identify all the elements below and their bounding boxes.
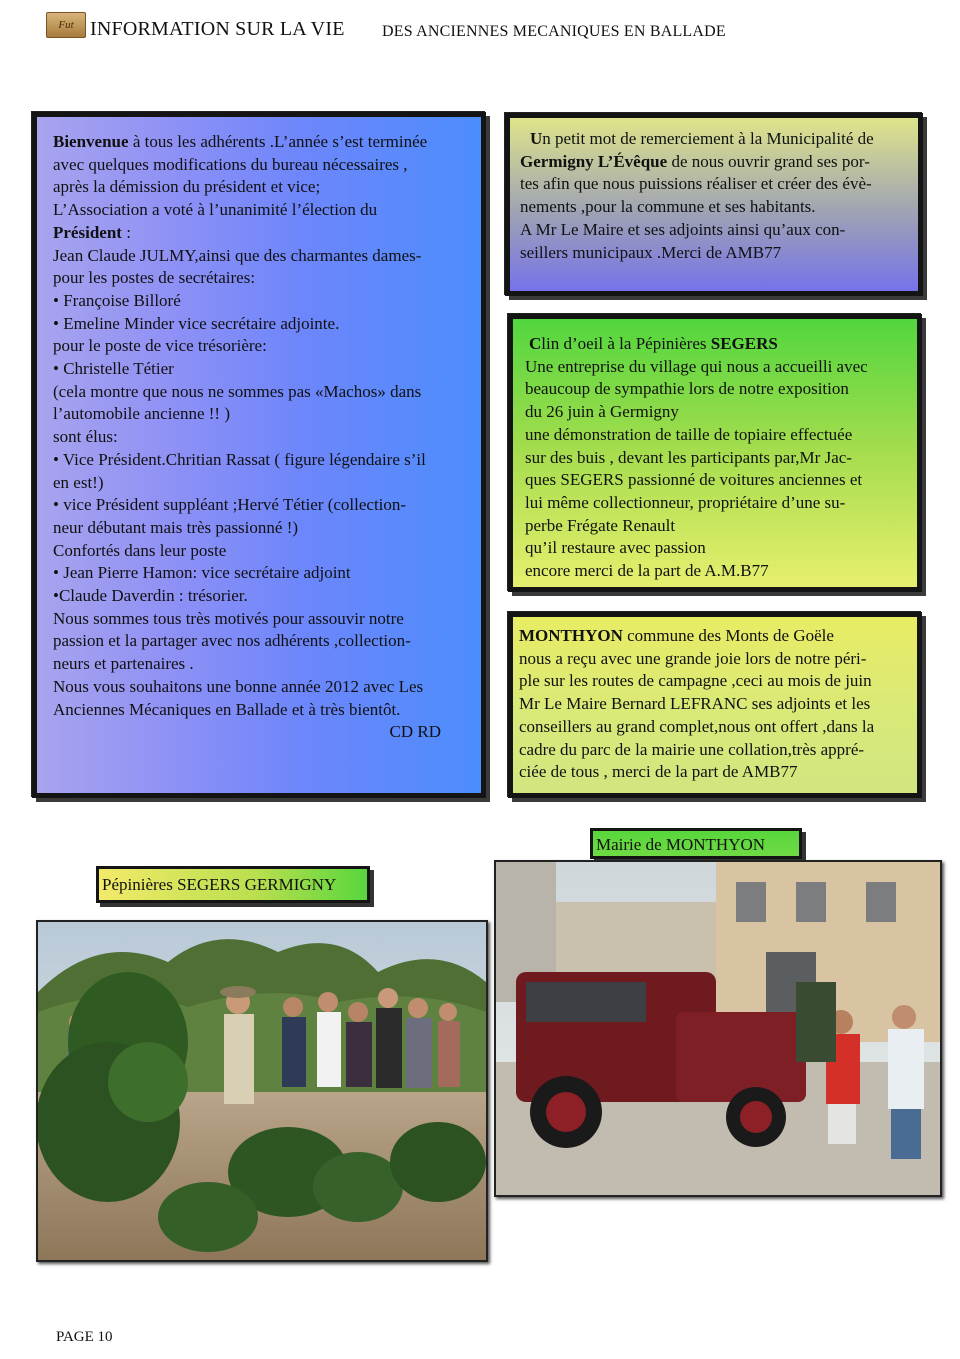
segers-segment: du 26 juin à Germigny (525, 402, 679, 422)
club-logo: Fut (46, 12, 86, 38)
welcome-line (53, 630, 465, 653)
monthyon-line (519, 693, 911, 716)
welcome-line (53, 199, 465, 222)
header-title: INFORMATION SUR LA VIE (90, 18, 345, 40)
monthyon-segment: Mr Le Maire Bernard LEFRANC ses adjoints et les (519, 694, 871, 714)
segers-box (508, 314, 922, 592)
welcome-line (53, 403, 465, 426)
welcome-line (53, 381, 465, 404)
welcome-line (53, 290, 465, 313)
segers-line (525, 356, 905, 379)
germigny-segment: seillers municipaux .Merci de AMB77 (520, 242, 782, 262)
welcome-segment: Anciennes Mécaniques en Ballade et à très bientôt. (53, 699, 401, 719)
monthyon-line (519, 670, 911, 693)
welcome-line (53, 335, 465, 358)
welcome-box (32, 112, 486, 798)
monthyon-line (519, 648, 911, 671)
segers-line (525, 424, 905, 447)
welcome-line (53, 222, 465, 245)
welcome-line (53, 676, 465, 699)
welcome-line (53, 585, 465, 608)
welcome-segment: Président (53, 222, 122, 242)
germigny-line (520, 242, 908, 265)
welcome-segment: L’Association a voté à l’unanimité l’élection du (53, 200, 378, 220)
germigny-segment: de nous ouvrir grand ses por- (667, 151, 870, 171)
germigny-segment: Germigny L’Évêque (520, 151, 668, 171)
germigny-segment: nements ,pour la commune et ses habitants. (520, 197, 816, 217)
welcome-line (53, 245, 465, 268)
monthyon-line (519, 625, 911, 648)
welcome-segment: • Emeline Minder vice secrétaire adjointe. (53, 313, 340, 333)
monthyon-segment: conseillers au grand complet,nous ont offert ,dans la (519, 716, 875, 736)
segers-line (525, 492, 905, 515)
segers-segment: perbe Frégate Renault (525, 515, 676, 535)
segers-line (525, 469, 905, 492)
segers-line (525, 378, 905, 401)
segers-segment: ques SEGERS passionné de voitures anciennes et (525, 470, 863, 490)
welcome-line (53, 358, 465, 381)
header-subtitle: DES ANCIENNES MECANIQUES EN BALLADE (382, 23, 726, 40)
monthyon-segment: MONTHYON (519, 626, 623, 645)
welcome-line (53, 426, 465, 449)
welcome-segment: Bienvenue (53, 132, 129, 151)
germigny-segment: A Mr Le Maire et ses adjoints ainsi qu’aux con- (520, 219, 846, 239)
monthyon-line (519, 716, 911, 739)
segers-segment: Une entreprise du village qui nous a accueilli avec (525, 356, 868, 376)
segers-line (525, 447, 905, 470)
welcome-segment: • vice Président suppléant ;Hervé Tétier (collection- (53, 495, 407, 515)
welcome-line (53, 449, 465, 472)
monthyon-segment: cadre du parc de la mairie une collation,très appré- (519, 739, 865, 759)
segers-segment: encore merci de la part de A.M.B77 (525, 561, 769, 581)
welcome-segment: passion et la partager avec nos adhérents ,collection- (53, 631, 411, 651)
segers-line (525, 333, 905, 356)
germigny-line (520, 151, 908, 174)
welcome-line (53, 517, 465, 540)
segers-line (525, 537, 905, 560)
welcome-segment: Confortés dans leur poste (53, 540, 227, 560)
welcome-line (53, 472, 465, 495)
segers-line (525, 560, 905, 583)
welcome-segment: •Claude Daverdin : trésorier. (53, 586, 248, 606)
welcome-segment: Nous vous souhaitons une bonne année 2012 avec Les (53, 676, 424, 696)
welcome-segment: • Vice Président.Chritian Rassat ( figure légendaire s’il (53, 449, 426, 469)
monthyon-segment: ciée de tous , merci de la part de AMB77 (519, 762, 798, 782)
monthyon-segment: ple sur les routes de campagne ,ceci au mois de juin (519, 671, 872, 691)
segers-segment: une démonstration de taille de topiaire effectuée (525, 424, 853, 444)
welcome-segment: • Jean Pierre Hamon: vice secrétaire adjoint (53, 563, 351, 583)
mairie-car-photo (494, 860, 942, 1197)
welcome-line (53, 699, 465, 722)
welcome-line (53, 494, 465, 517)
segers-segment: SEGERS (710, 334, 778, 353)
segers-line (525, 401, 905, 424)
welcome-segment: sont élus: (53, 427, 118, 447)
welcome-line (53, 562, 465, 585)
welcome-segment: : (121, 222, 131, 242)
germigny-line (520, 196, 908, 219)
monthyon-text (519, 625, 911, 784)
segers-garden-photo (36, 920, 488, 1262)
germigny-line (520, 219, 908, 242)
welcome-segment: neurs et partenaires . (53, 654, 194, 674)
segers-segment: C (529, 334, 542, 353)
segers-segment: beaucoup de sympathie lors de notre exposition (525, 379, 849, 399)
segers-segment: lin d’oeil à la Pépinières (541, 334, 711, 353)
germigny-line (520, 173, 908, 196)
segers-segment: lui même collectionneur, propriétaire d’une su- (525, 492, 846, 512)
germigny-segment: n petit mot de remerciement à la Municipalité de (542, 129, 874, 148)
welcome-segment: pour le poste de vice trésorière: (53, 336, 267, 356)
welcome-line (53, 131, 465, 154)
germigny-line (520, 128, 908, 151)
welcome-segment: neur débutant mais très passionné !) (53, 517, 299, 537)
segers-text (525, 333, 905, 583)
segers-segment: sur des buis , devant les participants par,Mr Jac- (525, 447, 852, 467)
welcome-line (53, 540, 465, 563)
welcome-text (53, 131, 465, 721)
welcome-segment: à tous les adhérents .L’année s’est terminée (128, 132, 428, 151)
monthyon-line (519, 761, 911, 784)
germigny-segment: U (530, 129, 543, 148)
welcome-segment: Nous sommes tous très motivés pour assouvir notre (53, 608, 404, 628)
monthyon-box (508, 612, 922, 798)
monthyon-line (519, 739, 911, 762)
germigny-text (520, 128, 908, 264)
monthyon-segment: nous a reçu avec une grande joie lors de notre péri- (519, 648, 867, 668)
segers-photo-caption: Pépinières SEGERS GERMIGNY (96, 866, 370, 903)
welcome-signature: CD RD (389, 722, 441, 742)
welcome-segment: avec quelques modifications du bureau nécessaires , (53, 154, 408, 174)
welcome-segment: • Françoise Billoré (53, 290, 181, 310)
welcome-segment: • Christelle Tétier (53, 359, 174, 379)
welcome-line (53, 313, 465, 336)
segers-segment: qu’il restaure avec passion (525, 538, 706, 558)
segers-line (525, 515, 905, 538)
welcome-line (53, 653, 465, 676)
welcome-segment: (cela montre que nous ne sommes pas «Machos» dans (53, 381, 422, 401)
welcome-line (53, 267, 465, 290)
welcome-line (53, 154, 465, 177)
mairie-photo-caption: Mairie de MONTHYON (590, 828, 802, 859)
welcome-line (53, 608, 465, 631)
welcome-segment: pour les postes de secrétaires: (53, 268, 256, 288)
welcome-segment: l’automobile ancienne !! ) (53, 404, 231, 424)
welcome-line (53, 176, 465, 199)
germigny-thanks-box (505, 113, 923, 296)
welcome-segment: en est!) (53, 472, 104, 492)
welcome-segment: après la démission du président et vice; (53, 177, 321, 197)
germigny-segment: tes afin que nous puissions réaliser et créer des évè- (520, 174, 872, 194)
monthyon-segment: commune des Monts de Goële (622, 626, 834, 645)
page-number: PAGE 10 (56, 1329, 113, 1345)
welcome-segment: Jean Claude JULMY,ainsi que des charmantes dames- (53, 245, 422, 265)
